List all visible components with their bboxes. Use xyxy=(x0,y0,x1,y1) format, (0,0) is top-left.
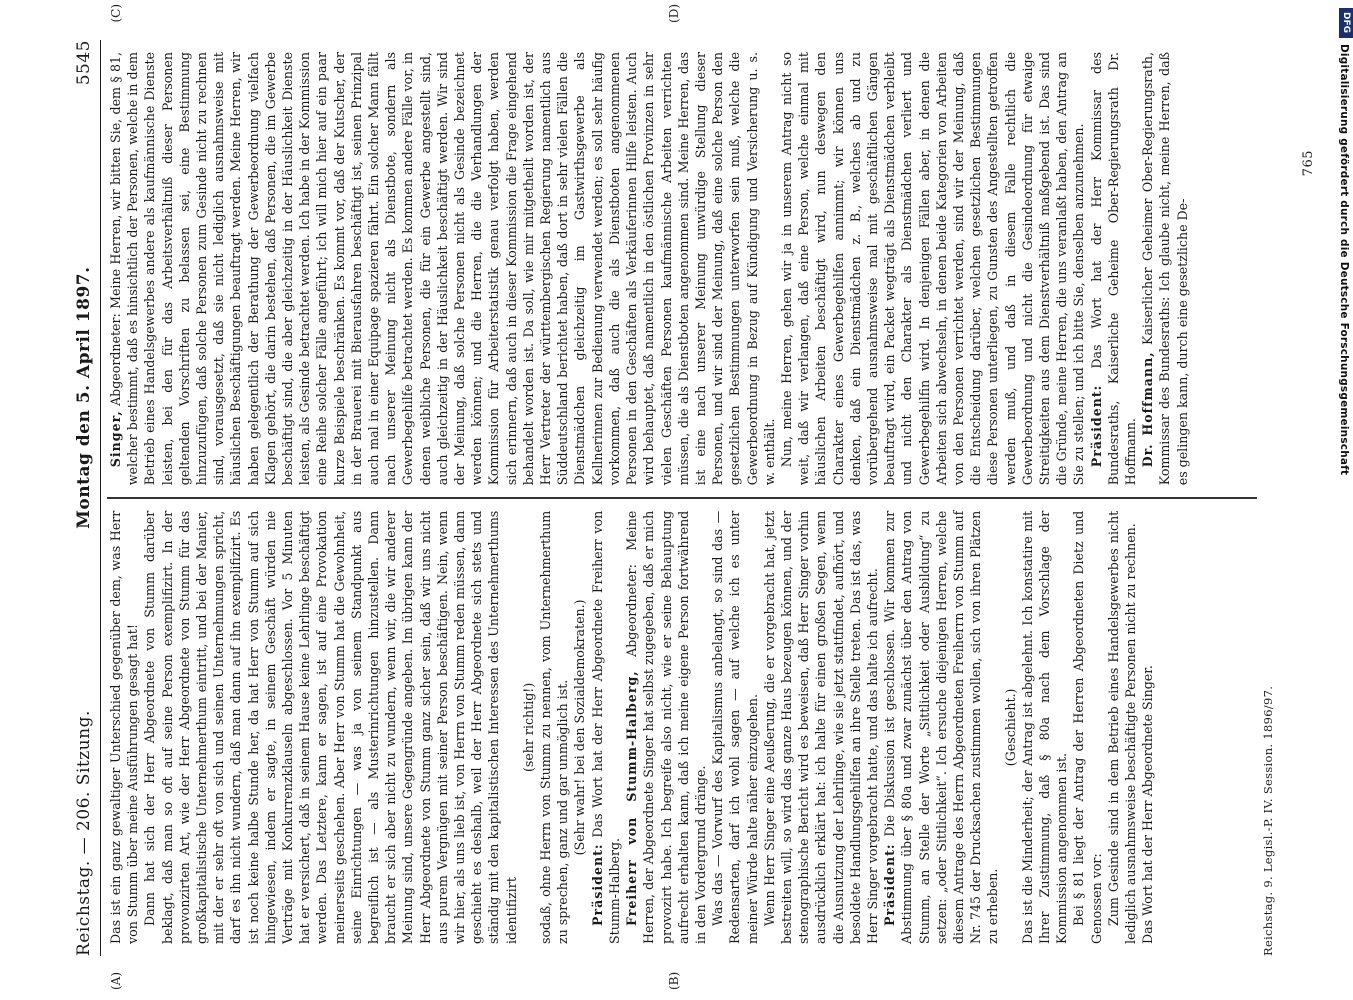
margin-marker-c: (C) xyxy=(109,4,123,23)
header-date: Montag den 5. April 1897. xyxy=(74,266,94,529)
speech-text: Kaiserlicher Geheimer Ober-Regierungsrath, Kommissar des Bundesraths: Ich glaube nicht, meine Herren, daß es gelingen kann, durch eine gesetzliche De- xyxy=(1140,52,1190,486)
digitization-credit: Digitalisierung gefördert durch die Deutsche Forschungsgemeinschaft xyxy=(1338,44,1350,476)
speaker-name: Dr. Hoffmann, xyxy=(1140,351,1156,468)
speech-paragraph xyxy=(1088,52,1140,485)
paragraph: sodaß, ohne Herrn von Stumm zu nennen, vom Unternehmerthum zu sprechen, ganz und gar unmöglich ist. xyxy=(538,510,571,944)
speech-paragraph xyxy=(623,511,709,944)
signature-mark: 765 xyxy=(1301,150,1316,177)
speech-paragraph xyxy=(107,52,778,485)
speech-paragraph xyxy=(881,511,1001,944)
column-divider xyxy=(107,497,1257,499)
margin-marker-a: (A) xyxy=(109,971,123,990)
paragraph: Nun, meine Herren, gehen wir ja in unserem Antrag nicht so weit, daß wir verlangen, daß eine Person, welche einmal mit häuslichen Arbeiten beschäftigt wird, nun deswegen den Charakter eines Gewerbegehilfen annimmt; wir können uns denken, daß ein Dienstmädchen z. B., welches ab und zu vorübergehend ausnahmsweise mal mit geschäftlichen Gängen beauftragt wird, ein Packet wegträgt als Dienstmädchen verbleibt und nicht den Charakter als Dienstmädchen verliert und Gewerbegehilfin wird. In denjenigen Fällen aber, in denen die Arbeiten sich abwechseln, in denen beide Kategorien von Arbeiten von den Personen verrichtet werden, sind wir der Meinung, daß die Entscheidung darüber, welchen gesetzlichen Bestimmungen diese Personen unterliegen, zu Gunsten des Angestellten getroffen werden muß, und daß in diesem Falle rechtlich die Gewerbeordnung und nicht die Gesindeordnung für etwaige Streitigkeiten aus dem Dienstverhältniß maßgebend ist. Das sind die Gründe, meine Herren, die uns veranlaßt haben, den Antrag an Sie zu stellen; und ich bitte Sie, denselben anzunehmen. xyxy=(778,52,1087,486)
paragraph: Dann hat sich der Herr Abgeordnete von Stumm darüber beklagt, daß man so oft auf seine Person exemplifizirt. In der provonzirten Art, wie der Herr Abgeordnete von Stumm für das großkapitalistische Unternehmerthum eintritt, und bei der Manier, mit der er sehr oft von sich und seinen Unternehmungen spricht, darf es ihn nicht wundern, daß man dann auf ihn exemplifizirt. Es ist noch keine halbe Stunde her, da hat Herr von Stumm auf sich hingewiesen, indem er sagte, in seinem Geschäft würden nie Verträge mit Konkurrenzklauseln abgeschlossen. Vor 5 Minuten hat er versichert, daß in seinem Hause keine Lehrlinge beschäftigt werden. Das Letztere, kann er sagen, ist auf eine Provokation meinerseits geschehen. Aber Herr von Stumm hat die Gewohnheit, seine Einrichtungen — was ja von seinem Standpunkt aus begreiflich ist — als Musterinrichtungen hinzustellen. Dann braucht er sich aber nicht zu wundern, wenn wir, die wir anderer Meinung sind, unsere Gegengründe angeben. Im übrigen kann der Herr Abgeordnete von Stumm ganz sicher sein, daß wir uns nicht aus purem Vergnügen mit seiner Person beschäftigen. Nein, wenn wir hier, als uns lieb ist, von Herrn von Stumm reden müssen, dann geschieht es deshalb, weil der Herr Abgeordnete sich stets und ständig mit den kapitalistischen Interessen des Unternehmerthums identifizirt xyxy=(142,510,519,944)
page-footer: Reichstag. 9. Legisl.-P. IV. Session. 1896/97. xyxy=(1261,685,1275,956)
speech-text: Die Diskussion ist geschlossen. Wir kommen zur Abstimmung über § 80a und zwar zunächst über den Antrag von Stumm, an Stelle der Worte „Sittlichkeit oder Ausbildung“ zu setzen: „oder Sittlichkeit“. Ich ersuche diejenigen Herren, welche diesem Antrage des Herrn Abgeordneten Freiherrn von Stumm auf Nr. 745 der Drucksachen zustimmen wollen, sich von ihren Plätzen zu erheben. xyxy=(882,510,1001,944)
interjection: (sehr richtig!) xyxy=(520,682,536,773)
page-header xyxy=(74,40,101,956)
speaker-name: Präsident: xyxy=(1088,384,1104,468)
paragraph: Bei § 81 liegt der Antrag der Herren Abgeordneten Dietz und Genossen vor: xyxy=(1071,510,1104,944)
speech-text: Abgeordneter: Meine Herren, der Abgeordnete Singer hat selbst zugegeben, daß er mich provozirt habe. Ich begreife also nicht, wie er seine Behauptung aufrecht erhalten kann, daß ich meine eigene Person fortwährend in den Vordergrund dränge. xyxy=(624,510,708,944)
speaker-name: Freiherr von Stumm-Halberg, xyxy=(624,670,640,926)
speech-paragraph xyxy=(589,511,623,944)
columns xyxy=(107,4,1257,990)
speaker-name: Präsident: xyxy=(589,843,605,926)
speech-paragraph xyxy=(1139,52,1191,485)
left-column xyxy=(107,499,1257,956)
speech-text: Abgeordneter: Meine Herren, wir bitten Sie, dem § 81, welcher bestimmt, daß es hinsichtlich der Personen, welche in dem Betrieb eines Handelsgewerbes andere als kaufmännische Dienste leisten, bei den für das Arbeitsverhältniß dieser Personen geltenden Vorschriften zu belassen sei, eine Bestimmung hinzuzufügen, daß solche Personen zum Gesinde nicht zu rechnen sind, vorausgesetzt, daß sie nicht lediglich ausnahmsweise mit häuslichen Beschäftigungen beauftragt werden. Meine Herren, wir haben gelegentlich der Berathung der Gewerbeordnung vielfach Klagen gehört, die darin bestehen, daß Personen, die im Gewerbe beschäftigt sind, die aber gleichzeitig in der Häuslichkeit Dienste leisten, als Gesinde betrachtet werden. Ich habe in der Kommission eine Reihe solcher Fälle angeführt; ich will mich hier auf ein paar kurze Beispiele beschränken. Es kommt vor, daß der Kutscher, der in der Brauerei mit Bierausfahren beschäftigt ist, seinen Prinzipal auch mal in einer Equipage spazieren fährt. Ein solcher Mann fällt nach unserer Meinung nicht als Dienstbote, sondern als Gewerbegehilfe betrachtet werden. Es kommen andere Fälle vor, in denen weibliche Personen, die für ein Gewerbe angestellt sind, auch gleichzeitig in der Häuslichkeit beschäftigt werden. Wir sind der Meinung, daß solche Personen nicht als Gesinde bezeichnet werden können; und die Herren, die die Verhandlungen der Kommission für Arbeiterstatistik genau verfolgt haben, werden sich erinnern, daß auch in dieser Kommission die Frage eingehend behandelt worden ist. Da soll, wie mir mitgetheilt worden ist, der Herr Vertreter der württembergischen Regierung namentlich aus Süddeutschland berichtet haben, daß dort in sehr vielen Fällen die Dienstmädchen gleichzeitig im Gastwirthsgewerbe als Kellnerinnen zur Bedienung verwendet werden; es soll sehr häufig vorkommen, daß auch die als Dienstboten angenommenen Personen in den Geschäften als Verkäuferinnen Hilfe leisten. Auch wird behauptet, daß namentlich in den östlichen Provinzen in sehr vielen Geschäften Personen kaufmännische Arbeiten verrichten müssen, die als Dienstboten angenommen sind. Meine Herren, das ist eine nach unserer Meinung unwürdige Stellung dieser Personen, und wir sind der Meinung, daß eine solche Person den gesetzlichen Bestimmungen unterworfen sein muß, welche die Gewerbeordnung in Bezug auf Kündigung und Versicherung u. s. w. enthält. xyxy=(108,52,777,486)
paragraph: Das Wort hat der Herr Abgeordnete Singer. xyxy=(1140,665,1156,944)
paragraph: Das ist die Minderheit; der Antrag ist abgelehnt. Ich konstatire mit Ihrer Zustimmung, daß § 80a nach dem Vorschlage der Kommission angenommen ist. xyxy=(1019,510,1070,944)
speaker-name: Singer, xyxy=(108,410,123,468)
paragraph: Wenn Herr Singer eine Aeußerung, die er vorgebracht hat, jetzt bestreiten will, so wird das ganze Haus bezeugen können, und der stenographische Bericht wird es beweisen, daß Herr Singer vorhin ausdrücklich erklärt hat: ich halte für einen großen Segen, wenn die Ausnutzung der Lehrlinge, wie sie jetzt stattfindet, aufhört, und besoldete Handlungsgehilfen an ihre Stelle treten. Das ist das, was Herr Singer vorgebracht hatte, und das halte ich aufrecht. xyxy=(761,510,880,944)
interjection: (Geschieht.) xyxy=(1002,688,1018,767)
interjection: (Sehr wahr! bei den Sozialdemokraten.) xyxy=(572,599,588,856)
paragraph: Das ist ein ganz gewaltiger Unterschied gegenüber dem, was Herr von Stumm über meine Ausführungen gesagt hat! xyxy=(108,510,141,944)
page-number: 5545 xyxy=(74,40,94,86)
header-left: Reichstag. — 206. Sitzung. xyxy=(74,710,94,956)
dfg-logo: DFG xyxy=(1339,8,1353,38)
speaker-name: Präsident: xyxy=(882,843,898,926)
paragraph: Zum Gesinde sind in dem Betrieb eines Handelsgewerbes nicht lediglich ausnahmsweise beschäftigte Personen nicht zu rechnen. xyxy=(1105,510,1138,944)
rotated-page xyxy=(60,0,1330,1000)
margin-marker-b: (B) xyxy=(667,971,681,990)
margin-marker-d: (D) xyxy=(667,4,681,23)
paragraph: Was das — Vorwurf des Kapitalismus anbelangt, so sind das — Redensarten, darf ich wohl sagen — auf welche ich es unter meiner Würde halte näher einzugehen. xyxy=(710,510,760,944)
right-column xyxy=(107,40,1257,497)
speech-text: Das Wort hat der Herr Abgeordnete Freiherr von Stumm-Halberg. xyxy=(589,510,622,944)
speech-text: Das Wort hat der Herr Kommissar des Bundesraths, Kaiserliche Geheime Ober-Regierungsrath Dr. Hoffmann. xyxy=(1088,52,1138,486)
